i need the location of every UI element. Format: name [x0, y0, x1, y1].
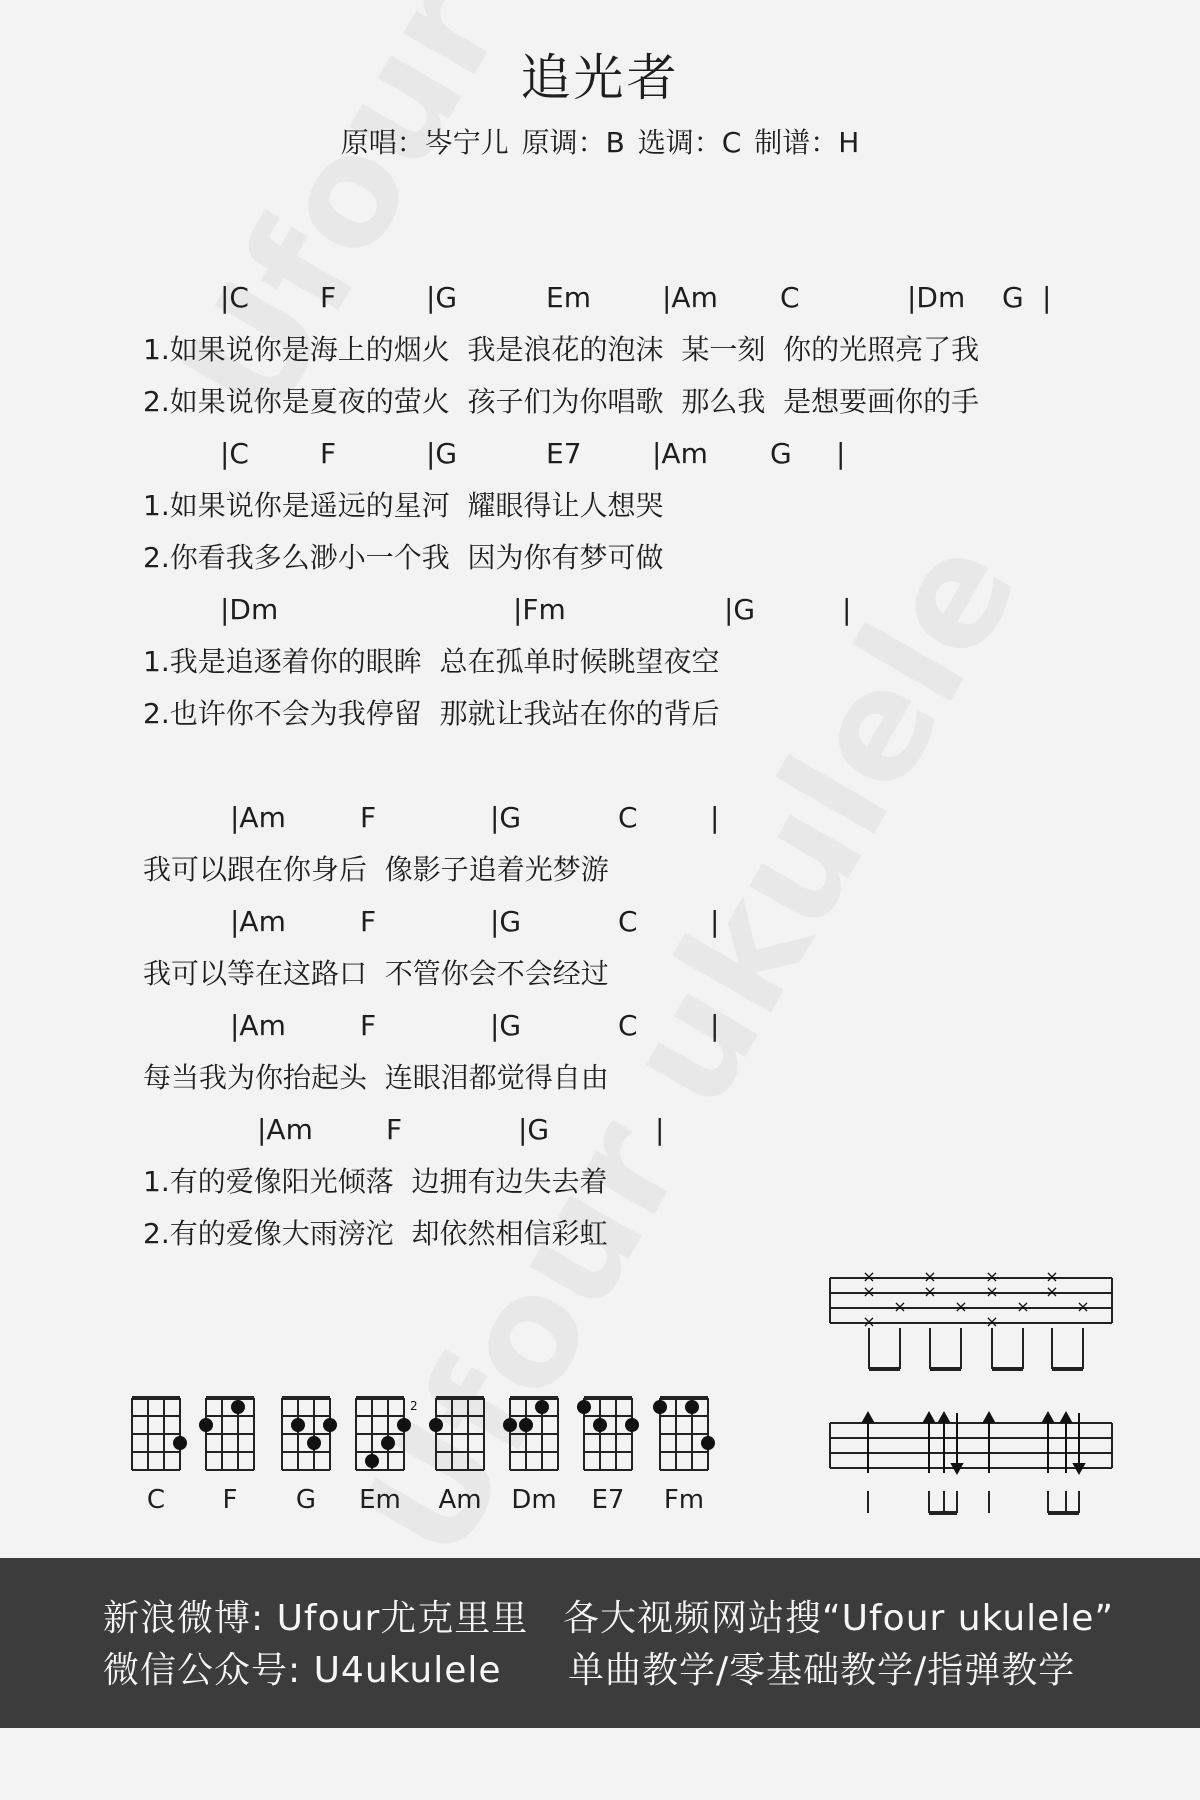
chord-symbol: |C	[220, 437, 249, 470]
lyric-text: 我可以跟在你身后 像影子追着光梦游	[143, 853, 609, 886]
chord-symbol: C	[618, 1009, 638, 1042]
chord-symbol: |Dm	[907, 281, 966, 314]
lyric-line	[0, 540, 1200, 576]
chord-diagram	[278, 1392, 342, 1515]
chord-symbol: F	[386, 1113, 403, 1146]
chord-line	[0, 436, 1200, 472]
finger-dot	[535, 1400, 549, 1414]
song-credits: 原唱：岑宁儿 原调：B 选调：C 制谱：H	[340, 126, 860, 159]
strum-x-mark: ×	[954, 1297, 968, 1316]
chord-symbol: C	[618, 801, 638, 834]
chord-symbol: F	[360, 801, 377, 834]
strum-x-mark: ×	[985, 1282, 999, 1301]
strum-x-mark: ×	[1016, 1297, 1030, 1316]
chord-symbol: |G	[426, 437, 458, 470]
chord-symbol: |G	[426, 281, 458, 314]
chord-symbol: G	[1002, 281, 1024, 314]
strum-x-mark: ×	[923, 1267, 937, 1286]
strum-x-mark: ×	[1045, 1267, 1059, 1286]
chord-symbol: C	[780, 281, 800, 314]
song-title: 追光者	[520, 49, 680, 107]
finger-dot	[173, 1436, 187, 1450]
strum-x-mark: ×	[1045, 1282, 1059, 1301]
chord-symbol: F	[320, 437, 337, 470]
chord-name: Fm	[663, 1485, 705, 1515]
chord-symbol: |Am	[230, 801, 286, 834]
chord-symbol: |	[655, 1113, 665, 1146]
chord-symbol: E7	[546, 437, 582, 470]
chord-symbol: |G	[490, 1009, 522, 1042]
chord-line	[0, 1112, 1200, 1148]
chord-name: E7	[591, 1485, 625, 1515]
chord-name: Am	[438, 1485, 482, 1515]
lyric-line	[0, 852, 1200, 888]
chord-symbol: |	[710, 905, 720, 938]
lyric-line	[0, 1216, 1200, 1252]
lyric-line	[0, 644, 1200, 680]
chord-symbol: |	[710, 801, 720, 834]
chord-symbol: |G	[490, 801, 522, 834]
strum-x-mark: ×	[923, 1282, 937, 1301]
chord-line	[0, 280, 1200, 316]
lyric-line	[0, 332, 1200, 368]
chord-symbol: |C	[220, 281, 249, 314]
finger-dot	[397, 1418, 411, 1432]
chord-diagram	[202, 1392, 266, 1515]
strum-x-mark: ×	[862, 1312, 876, 1331]
lyric-text: 每当我为你抬起头 连眼泪都觉得自由	[143, 1061, 609, 1094]
chord-symbol: |G	[518, 1113, 550, 1146]
chord-line	[0, 800, 1200, 836]
chord-name: G	[295, 1485, 317, 1515]
finger-dot	[503, 1418, 517, 1432]
finger-dot	[685, 1400, 699, 1414]
lyric-line	[0, 956, 1200, 992]
chord-symbol: |G	[724, 593, 756, 626]
chord-symbol: |Am	[652, 437, 708, 470]
finger-dot	[307, 1436, 321, 1450]
lyric-text: 2.如果说你是夏夜的萤火 孩子们为你唱歌 那么我 是想要画你的手	[143, 385, 980, 418]
lyric-text: 2.有的爱像大雨滂沱 却依然相信彩虹	[143, 1217, 608, 1250]
chord-symbol: |Am	[257, 1113, 313, 1146]
lyric-text: 1.如果说你是遥远的星河 耀眼得让人想哭	[143, 489, 664, 522]
chord-symbol: |Fm	[513, 593, 566, 626]
chord-diagram	[506, 1392, 570, 1515]
chord-diagram	[656, 1392, 720, 1515]
lyric-line	[0, 488, 1200, 524]
chord-name: F	[222, 1485, 238, 1515]
lyric-text: 2.你看我多么渺小一个我 因为你有梦可做	[143, 541, 664, 574]
chord-name: Em	[359, 1485, 401, 1515]
finger-dot	[291, 1418, 305, 1432]
chord-diagram	[432, 1392, 496, 1515]
chord-symbol: |G	[490, 905, 522, 938]
chord-symbol: F	[360, 1009, 377, 1042]
finger-dot	[519, 1418, 533, 1432]
chord-symbol: F	[360, 905, 377, 938]
fret-number: 2	[410, 1399, 418, 1413]
chord-name: Dm	[511, 1485, 557, 1515]
chord-symbol: F	[320, 281, 337, 314]
lyric-line	[0, 384, 1200, 420]
chord-symbol: |	[710, 1009, 720, 1042]
chord-symbol: |Am	[230, 905, 286, 938]
strum-x-mark: ×	[862, 1282, 876, 1301]
chord-diagrams	[120, 1392, 720, 1522]
strum-arrow-pattern	[826, 1413, 1126, 1527]
finger-dot	[653, 1400, 667, 1414]
finger-dot	[323, 1418, 337, 1432]
footer-banner	[0, 1558, 1200, 1728]
search-hint-text: 各大视频网站搜“Ufour ukulele”	[563, 1598, 1115, 1639]
chord-symbol: |Am	[662, 281, 718, 314]
chord-symbol: C	[618, 905, 638, 938]
strum-x-mark: ×	[1076, 1297, 1090, 1316]
finger-dot	[593, 1418, 607, 1432]
finger-dot	[231, 1400, 245, 1414]
chord-diagram	[352, 1392, 418, 1515]
chord-name: C	[146, 1485, 166, 1515]
finger-dot	[199, 1418, 213, 1432]
lyric-text: 1.如果说你是海上的烟火 我是浪花的泡沫 某一刻 你的光照亮了我	[143, 333, 980, 366]
strum-x-mark: ×	[893, 1297, 907, 1316]
finger-dot	[625, 1418, 639, 1432]
strum-x-mark: ×	[862, 1267, 876, 1286]
chord-symbol: G	[770, 437, 792, 470]
chord-line	[0, 592, 1200, 628]
finger-dot	[701, 1436, 715, 1450]
lyric-line	[0, 696, 1200, 732]
chord-symbol: |	[836, 437, 846, 470]
strum-x-mark: ×	[985, 1267, 999, 1286]
finger-dot	[365, 1454, 379, 1468]
wechat-text: 微信公众号: U4ukulele	[103, 1650, 502, 1691]
chord-symbol: |Am	[230, 1009, 286, 1042]
lyric-text: 我可以等在这路口 不管你会不会经过	[143, 957, 609, 990]
chord-symbol: |Dm	[220, 593, 279, 626]
weibo-text: 新浪微博: Ufour尤克里里	[103, 1598, 529, 1639]
lyric-text: 1.有的爱像阳光倾落 边拥有边失去着	[143, 1165, 608, 1198]
chord-symbol: Em	[546, 281, 591, 314]
lyric-text: 2.也许你不会为我停留 那就让我站在你的背后	[143, 697, 720, 730]
chord-line	[0, 904, 1200, 940]
finger-dot	[381, 1436, 395, 1450]
lyric-line	[0, 1164, 1200, 1200]
finger-dot	[577, 1400, 591, 1414]
strum-x-mark: ×	[985, 1312, 999, 1331]
lyric-text: 1.我是追逐着你的眼眸 总在孤单时候眺望夜空	[143, 645, 720, 678]
strum-pattern-tab	[826, 1268, 1126, 1382]
chord-symbol: |	[1042, 281, 1052, 314]
chord-line	[0, 1008, 1200, 1044]
finger-dot	[429, 1418, 443, 1432]
chord-symbol: |	[842, 593, 852, 626]
lessons-text: 单曲教学/零基础教学/指弹教学	[568, 1650, 1076, 1691]
chord-diagram	[128, 1392, 192, 1515]
lyric-line	[0, 1060, 1200, 1096]
chord-diagram	[580, 1392, 644, 1515]
